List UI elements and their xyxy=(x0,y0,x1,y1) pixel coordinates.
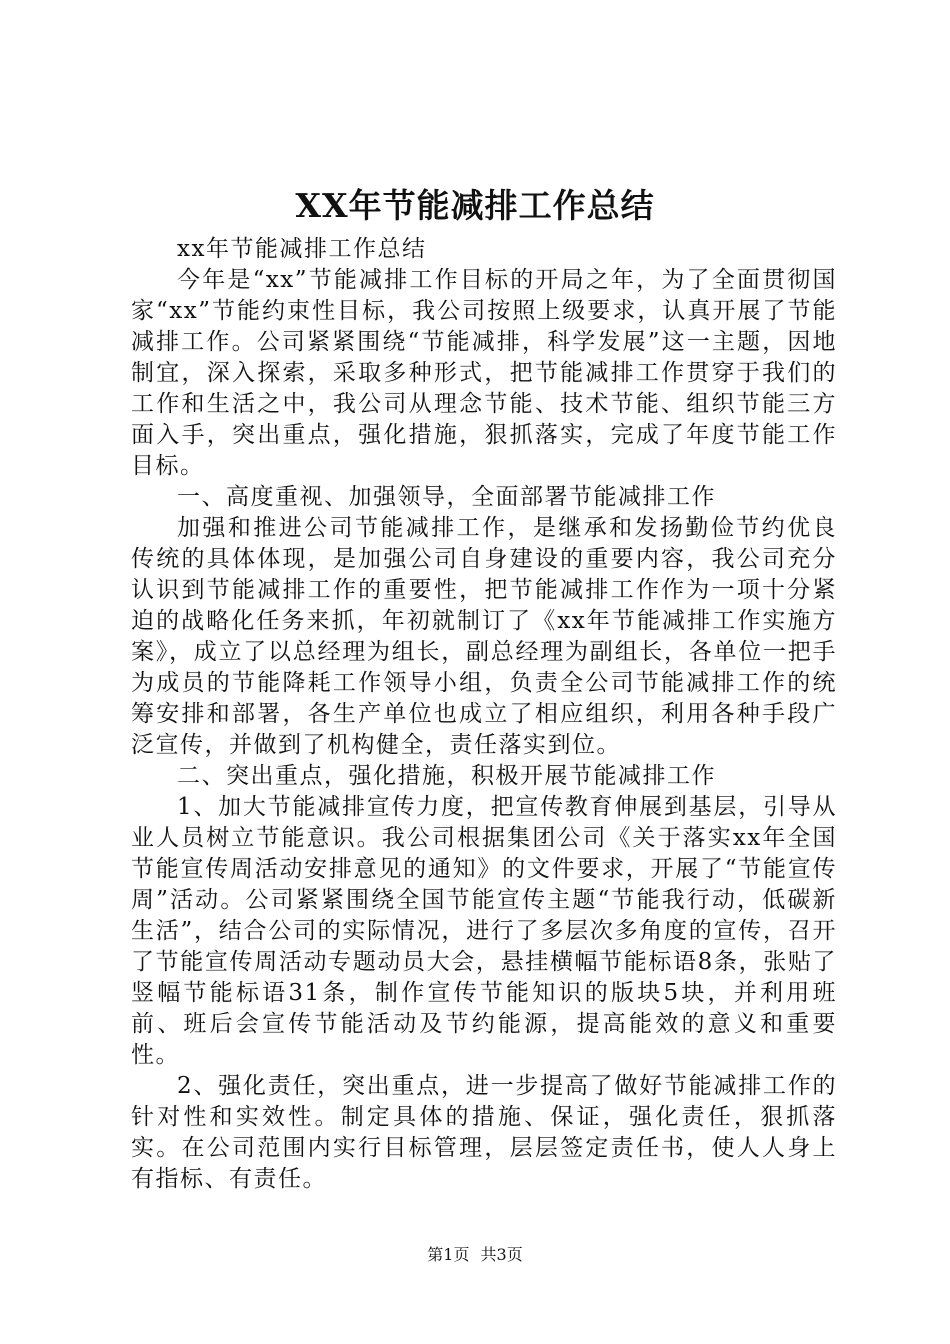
subtitle-paragraph: xx年节能减排工作总结 xyxy=(177,236,427,262)
section-2-item-2: 2、强化责任，突出重点，进一步提高了做好节能减排工作的针对性和实效性。制定具体的措施、保证，强化责任，狠抓落实。在公司范围内实行目标管理，层层签定责任书，使人人身上有指标、有责任。 xyxy=(131,1073,837,1192)
section-1-paragraph: 加强和推进公司节能减排工作，是继承和发扬勤俭节约优良传统的具体体现，是加强公司自身建设的重要内容，我公司充分认识到节能减排工作的重要性，把节能减排工作作为一项十分紧迫的战略化任务来抓，年初就制订了《xx年节能减排工作实施方案》，成立了以总经理为组长，副总经理为副组长，各单位一把手为成员的节能降耗工作领导小组，负责全公司节能减排工作的统筹安排和部署，各生产单位也成立了相应组织，利用各种手段广泛宣传，并做到了机构健全，责任落实到位。 xyxy=(131,515,837,758)
section-heading-2: 二、突出重点，强化措施，积极开展节能减排工作 xyxy=(177,763,716,789)
intro-paragraph: 今年是“xx”节能减排工作目标的开局之年，为了全面贯彻国家“xx”节能约束性目标，我公司按照上级要求，认真开展了节能减排工作。公司紧紧围绕“节能减排，科学发展”这一主题，因地制宜，深入探索，采取多种形式，把节能减排工作贯穿于我们的工作和生活之中，我公司从理念节能、技术节能、组织节能三方面入手，突出重点，强化措施，狠抓落实，完成了年度节能工作目标。 xyxy=(131,267,837,479)
document-title: XX年节能减排工作总结 xyxy=(295,186,655,225)
document-body xyxy=(131,234,837,1195)
section-2-item-1: 1、加大节能减排宣传力度，把宣传教育伸展到基层，引导从业人员树立节能意识。我公司根据集团公司《关于落实xx年全国节能宣传周活动安排意见的通知》的文件要求，开展了“节能宣传周”活动。公司紧紧围绕全国节能宣传主题“节能我行动，低碳新生活”，结合公司的实际情况，进行了多层次多角度的宣传，召开了节能宣传周活动专题动员大会，悬挂横幅节能标语8条，张贴了竖幅节能标语31条，制作宣传节能知识的版块5块，并利用班前、班后会宣传节能活动及节约能源，提高能效的意义和重要性。 xyxy=(131,794,837,1068)
page-number-footer: 第1页 共3页 xyxy=(427,1245,523,1264)
section-heading-1: 一、高度重视、加强领导，全面部署节能减排工作 xyxy=(177,484,716,510)
